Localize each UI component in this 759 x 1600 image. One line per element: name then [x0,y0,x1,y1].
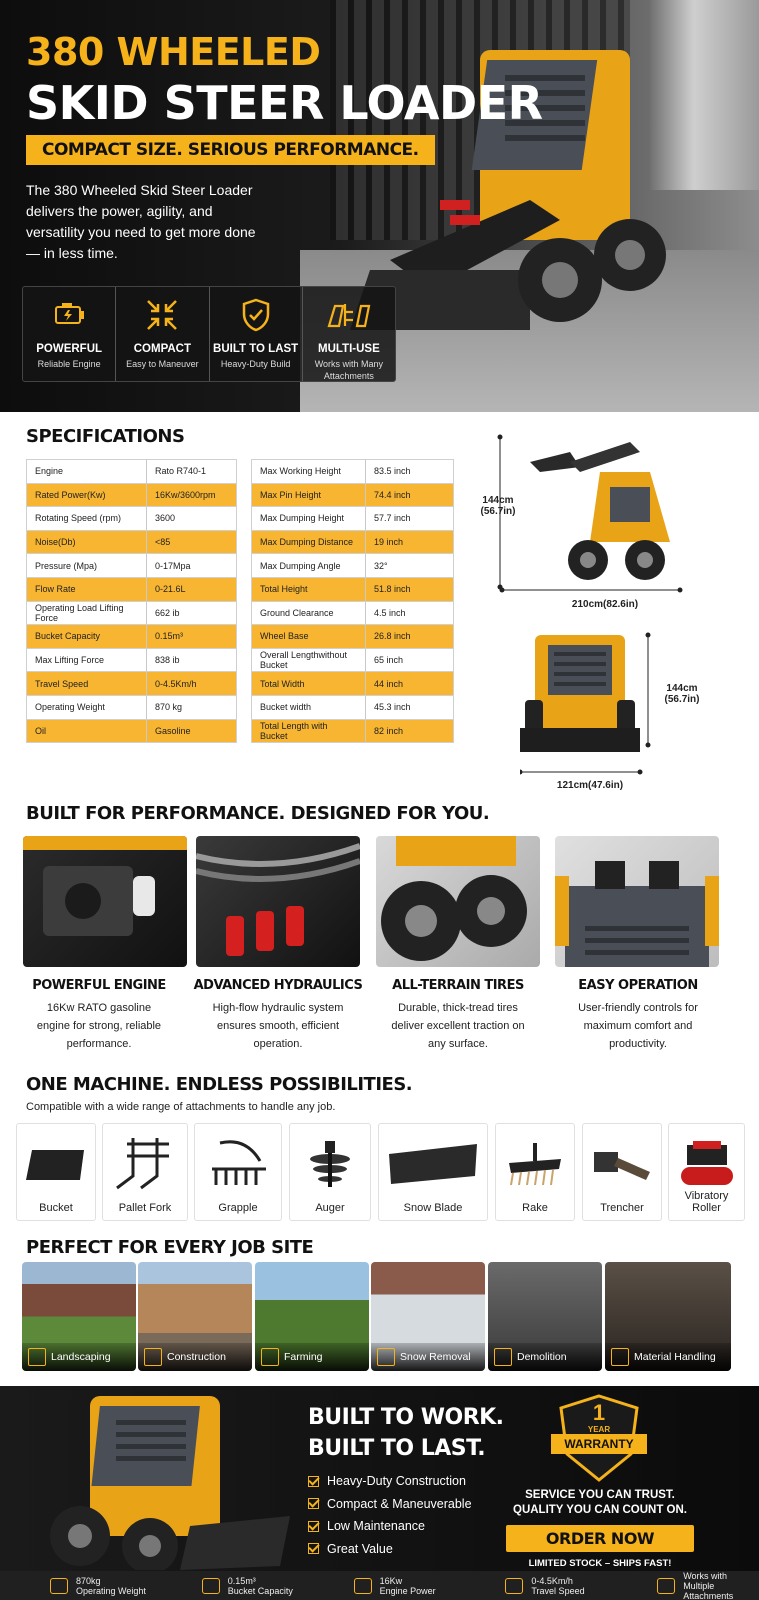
spec-value: Gasoline [147,719,237,743]
spec-row [252,577,454,601]
spec-key: Max Dumping Distance [252,530,366,554]
jobsite-label: Snow Removal [400,1351,471,1363]
spec-value: 838 ib [147,648,237,672]
spec-value: 74.4 inch [366,483,454,507]
farming-icon [261,1348,279,1366]
engine-icon [354,1578,372,1594]
spec-row [252,554,454,578]
speedometer-icon [505,1578,523,1594]
spec-key: Bucket width [252,695,366,719]
feature-title: BUILT TO LAST [213,343,299,355]
spec-row [252,483,454,507]
front-width-label: 121cm(47.6in) [556,780,624,791]
spec-key: Max Pin Height [252,483,366,507]
spec-value: 45.3 inch [366,695,454,719]
spec-key: Travel Speed [27,672,147,696]
spec-key: Total Width [252,672,366,696]
weight-icon [50,1578,68,1594]
perf-title-engine: POWERFUL ENGINE [32,978,166,993]
tires-photo [376,836,540,967]
spec-row [27,530,237,554]
attachment-label: Rake [522,1202,548,1214]
spec-row [252,460,454,484]
spec-value: 19 inch [366,530,454,554]
spec-key: Noise(Db) [27,530,147,554]
bucket-icon [202,1578,220,1594]
attachments-subtitle: Compatible with a wide range of attachments to handle any job. [26,1101,336,1113]
spec-key: Bucket Capacity [27,625,147,649]
trust-text [505,1488,695,1518]
spec-row [27,625,237,649]
spec-row [252,530,454,554]
spec-value: 0-21.6L [147,577,237,601]
closing-loader-image [40,1386,300,1570]
spec-value: 65 inch [366,648,454,672]
spec-value: 3600 [147,507,237,531]
jobsites-title: PERFECT FOR EVERY JOB SITE [26,1237,314,1258]
jobsite-demolition[interactable] [488,1262,602,1371]
checkbox-icon [308,1498,319,1509]
material-handling-icon [611,1348,629,1366]
hero-banner [0,0,759,412]
side-height-label: 144cm (56.7in) [480,495,516,517]
jobsite-snow-removal[interactable] [371,1262,485,1371]
jobsite-construction[interactable] [138,1262,252,1371]
spec-key: Wheel Base [252,625,366,649]
feature-multi-use [303,287,395,381]
spec-row [252,507,454,531]
stat-speed: 0-4.5Km/h Travel Speed [455,1571,607,1600]
spec-value: 0.15m³ [147,625,237,649]
spec-key: Max Dumping Height [252,507,366,531]
spec-row [252,719,454,743]
trust-line1: SERVICE YOU CAN TRUST. [525,1489,675,1501]
spec-key: Overall Lengthwithout Bucket [252,648,366,672]
attachment-trencher[interactable] [582,1123,662,1221]
spec-value: 0-4.5Km/h [147,672,237,696]
spec-row [27,577,237,601]
spec-row [252,601,454,625]
perf-title-operation: EASY OPERATION [578,978,698,993]
attachment-rake[interactable] [495,1123,575,1221]
check-item: Low Maintenance [308,1515,472,1538]
hero-description: The 380 Wheeled Skid Steer Loader delivers the power, agility, and versatility you need to get more done — in less time. [26,182,256,261]
jobsite-farming[interactable] [255,1262,369,1371]
spec-value: 16Kw/3600rpm [147,483,237,507]
spec-value: 44 inch [366,672,454,696]
jobsite-landscaping[interactable] [22,1262,136,1371]
spec-row [27,601,237,625]
spec-row [252,648,454,672]
perf-title-tires: ALL-TERRAIN TIRES [392,978,524,993]
stat-bucket: 0.15m³ Bucket Capacity [152,1571,304,1600]
spec-row [252,695,454,719]
jobsite-label: Demolition [517,1351,567,1363]
controls-photo [555,836,719,967]
side-length-label: 210cm(82.6in) [571,599,639,610]
spec-value: 26.8 inch [366,625,454,649]
spec-value: <85 [147,530,237,554]
spec-row [27,719,237,743]
engine-icon [23,295,115,335]
spec-key: Pressure (Mpa) [27,554,147,578]
feature-title: COMPACT [133,343,192,355]
demolition-icon [494,1348,512,1366]
spec-value: Rato R740-1 [147,460,237,484]
spec-row [27,672,237,696]
attachments-icon [303,295,395,335]
closing-title-line1: BUILT TO WORK. [308,1405,504,1430]
feature-subtitle: Easy to Maneuver [126,359,199,369]
engine-photo [23,836,187,967]
warranty-unit: YEAR [587,1425,611,1434]
jobsite-label: Landscaping [51,1351,111,1363]
jobsite-label: Material Handling [634,1351,716,1363]
checkbox-icon [308,1521,319,1532]
jobsite-label: Construction [167,1351,226,1363]
warranty-number: 1 [592,1400,606,1425]
spec-key: Engine [27,460,147,484]
spec-row [27,460,237,484]
stat-weight: 870kg Operating Weight [0,1571,152,1600]
jobsite-material-handling[interactable] [605,1262,731,1371]
compress-arrows-icon [116,295,208,335]
perf-desc-engine: 16Kw RATO gasoline engine for strong, reliable performance. [36,1002,162,1050]
construction-icon [144,1348,162,1366]
perf-desc-operation: User-friendly controls for maximum comfort and productivity. [578,1002,698,1050]
attachment-vibratory-roller[interactable] [668,1123,745,1221]
check-item: Great Value [308,1538,472,1561]
perf-title-hydraulics: ADVANCED HYDRAULICS [193,978,363,993]
closing-checklist [308,1470,472,1560]
spec-value: 870 kg [147,695,237,719]
stat-attachments: Works with Multiple Attachments [607,1571,759,1600]
attachments-title: ONE MACHINE. ENDLESS POSSIBILITIES. [26,1074,413,1095]
jobsite-label: Farming [284,1351,323,1363]
front-height-label: 144cm (56.7in) [664,683,700,705]
spec-key: Total Height [252,577,366,601]
closing-title [308,1402,504,1464]
feature-subtitle: Works with Many Attachments [314,359,384,381]
attachment-label: Pallet Fork [118,1202,172,1214]
side-view-diagram [470,432,690,612]
attachment-snow-blade[interactable] [378,1123,488,1221]
spec-row [27,695,237,719]
spec-row [252,672,454,696]
limited-stock-note: LIMITED STOCK – SHIPS FAST! [528,1558,672,1569]
spec-value: 662 ib [147,601,237,625]
shield-check-icon [210,295,302,335]
hydraulics-photo [196,836,360,967]
checkbox-icon [308,1543,319,1554]
stat-engine: 16Kw Engine Power [304,1571,456,1600]
spec-value: 51.8 inch [366,577,454,601]
spec-key: Max Dumping Angle [252,554,366,578]
spec-row [252,625,454,649]
attachment-label: Auger [315,1202,345,1214]
spec-value: 4.5 inch [366,601,454,625]
spec-key: Operating Load Lifting Force [27,601,147,625]
spec-key: Rated Power(Kw) [27,483,147,507]
spec-key: Oil [27,719,147,743]
warranty-badge [551,1394,647,1482]
attachment-auger[interactable] [289,1123,371,1221]
spec-key: Max Working Height [252,460,366,484]
spec-value: 83.5 inch [366,460,454,484]
specs-table-left [26,459,237,743]
spec-row [27,554,237,578]
spec-key: Total Length with Bucket [252,719,366,743]
check-item: Heavy-Duty Construction [308,1470,472,1493]
attachment-label: Trencher [600,1202,644,1214]
spec-row [27,507,237,531]
attachment-label: Bucket [39,1202,73,1214]
stat-bar [0,1571,759,1600]
attachment-label: Vibratory Roller [684,1190,729,1214]
specs-title: SPECIFICATIONS [26,426,185,447]
specs-table-right [251,459,454,743]
perf-desc-hydraulics: High-flow hydraulic system ensures smooth, efficient operation. [212,1002,344,1050]
closing-title-line2: BUILT TO LAST. [308,1436,486,1461]
feature-built-to-last [210,287,303,381]
hero-title-line2: SKID STEER LOADER [26,76,543,130]
spec-value: 32° [366,554,454,578]
attachment-label: Snow Blade [403,1202,463,1214]
feature-title: MULTI-USE [317,343,380,355]
spec-key: Rotating Speed (rpm) [27,507,147,531]
spec-value: 0-17Mpa [147,554,237,578]
spec-value: 82 inch [366,719,454,743]
attachment-pallet-fork[interactable] [102,1123,188,1221]
perf-desc-tires: Durable, thick-tread tires deliver excellent traction on any surface. [391,1002,525,1050]
spec-key: Operating Weight [27,695,147,719]
feature-title: POWERFUL [36,343,103,355]
feature-powerful [23,287,116,381]
checkbox-icon [308,1476,319,1487]
attachments-icon [657,1578,675,1594]
spec-value: 57.7 inch [366,507,454,531]
attachment-label: Grapple [218,1202,258,1214]
feature-subtitle: Reliable Engine [37,359,101,369]
feature-compact [116,287,209,381]
front-view-diagram [520,620,670,780]
spec-key: Flow Rate [27,577,147,601]
attachment-bucket[interactable] [16,1123,96,1221]
warranty-label: WARRANTY [564,1437,634,1451]
spec-row [27,648,237,672]
feature-subtitle: Heavy-Duty Build [220,359,291,369]
spec-row [27,483,237,507]
snow-removal-icon [377,1348,395,1366]
spec-key: Max Lifting Force [27,648,147,672]
landscaping-icon [28,1348,46,1366]
hero-title-line1: 380 WHEELED [26,30,321,74]
hero-tagline: COMPACT SIZE. SERIOUS PERFORMANCE. [26,135,435,165]
check-item: Compact & Maneuverable [308,1493,472,1516]
attachment-grapple[interactable] [194,1123,282,1221]
order-now-button[interactable]: ORDER NOW [506,1525,694,1552]
spec-key: Ground Clearance [252,601,366,625]
closing-banner [0,1386,759,1600]
trust-line2: QUALITY YOU CAN COUNT ON. [513,1504,687,1516]
performance-title: BUILT FOR PERFORMANCE. DESIGNED FOR YOU. [26,803,490,824]
feature-strip [22,286,396,382]
